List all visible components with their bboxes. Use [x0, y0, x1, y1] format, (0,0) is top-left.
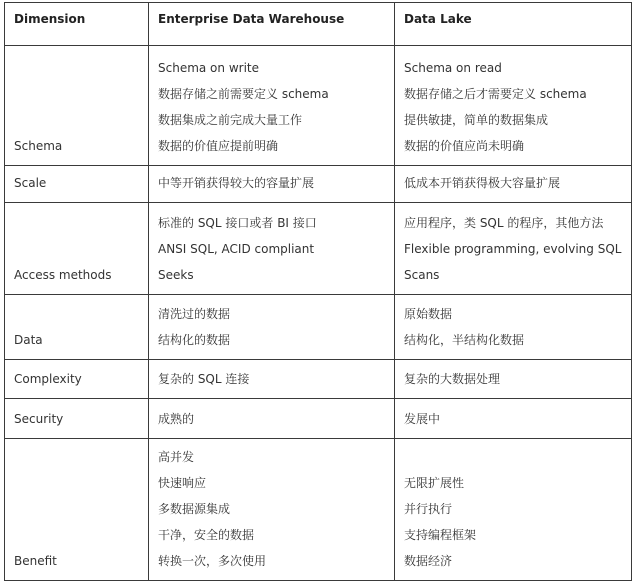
dimension-cell	[5, 360, 149, 399]
warehouse-cell	[149, 439, 395, 581]
lake-line: 无限扩展性	[404, 476, 465, 490]
warehouse-cell	[149, 295, 395, 360]
header-dimension: Dimension	[5, 3, 149, 46]
lake-line: Schema on read	[404, 61, 502, 75]
lake-cell	[395, 439, 632, 581]
lake-line: 支持编程框架	[404, 528, 477, 542]
header-enterprise-data-warehouse: Enterprise Data Warehouse	[149, 3, 395, 46]
warehouse-line: 数据的价值应提前明确	[158, 139, 279, 153]
dimension-cell	[5, 46, 149, 166]
header-data-lake: Data Lake	[395, 3, 632, 46]
table-row	[5, 439, 632, 581]
lake-line: 数据存储之后才需要定义 schema	[404, 87, 587, 101]
header-row	[5, 3, 632, 46]
warehouse-line: 数据集成之前完成大量工作	[158, 113, 303, 127]
lake-cell	[395, 46, 632, 166]
warehouse-line: 中等开销获得较大的容量扩展	[158, 176, 315, 190]
table-row	[5, 203, 632, 295]
lake-line: Scans	[404, 268, 440, 282]
dimension-cell	[5, 439, 149, 581]
lake-line: 原始数据	[404, 307, 453, 321]
table-row	[5, 166, 632, 203]
lake-line: 应用程序，类 SQL 的程序，其他方法	[404, 216, 604, 230]
lake-line: 数据的价值应尚未明确	[404, 139, 525, 153]
warehouse-line: 标准的 SQL 接口或者 BI 接口	[158, 216, 317, 230]
dimension-cell	[5, 295, 149, 360]
warehouse-cell	[149, 360, 395, 399]
warehouse-line: Seeks	[158, 268, 194, 282]
dimension-label: Access methods	[14, 268, 112, 282]
lake-line: Flexible programming, evolving SQL	[404, 242, 622, 256]
dimension-label: Data	[14, 333, 43, 347]
lake-cell	[395, 399, 632, 439]
warehouse-line: ANSI SQL, ACID compliant	[158, 242, 315, 256]
warehouse-line: 转换一次，多次使用	[158, 554, 267, 568]
dimension-label: Benefit	[14, 554, 57, 568]
warehouse-line: 数据存储之前需要定义 schema	[158, 87, 329, 101]
lake-cell	[395, 295, 632, 360]
warehouse-cell	[149, 203, 395, 295]
dimension-label: Security	[14, 412, 64, 426]
warehouse-line: 快速响应	[158, 476, 207, 490]
lake-line: 数据经济	[404, 554, 453, 568]
table-row	[5, 360, 632, 399]
lake-line: 复杂的大数据处理	[404, 372, 501, 386]
lake-line: 发展中	[404, 412, 441, 426]
lake-cell	[395, 166, 632, 203]
lake-cell	[395, 203, 632, 295]
dimension-cell	[5, 166, 149, 203]
lake-line: 提供敏捷，简单的数据集成	[404, 113, 549, 127]
warehouse-line: 结构化的数据	[158, 333, 231, 347]
table-row	[5, 399, 632, 439]
warehouse-cell	[149, 166, 395, 203]
warehouse-line: 复杂的 SQL 连接	[158, 372, 250, 386]
warehouse-line: 干净，安全的数据	[158, 528, 255, 542]
warehouse-line: 多数据源集成	[158, 502, 231, 516]
warehouse-line: 清洗过的数据	[158, 307, 231, 321]
lake-line: 并行执行	[404, 502, 453, 516]
dimension-label: Complexity	[14, 372, 82, 386]
lake-cell	[395, 360, 632, 399]
warehouse-cell	[149, 399, 395, 439]
warehouse-line: Schema on write	[158, 61, 259, 75]
dimension-cell	[5, 399, 149, 439]
warehouse-cell	[149, 46, 395, 166]
lake-line: 结构化，半结构化数据	[404, 333, 525, 347]
dimension-label: Scale	[14, 176, 47, 190]
table-row	[5, 295, 632, 360]
dimension-label: Schema	[14, 139, 63, 153]
warehouse-line: 成熟的	[158, 412, 195, 426]
table-row	[5, 46, 632, 166]
warehouse-line: 高并发	[158, 450, 195, 464]
comparison-table	[4, 2, 632, 581]
lake-line: 低成本开销获得极大容量扩展	[404, 176, 561, 190]
dimension-cell	[5, 203, 149, 295]
